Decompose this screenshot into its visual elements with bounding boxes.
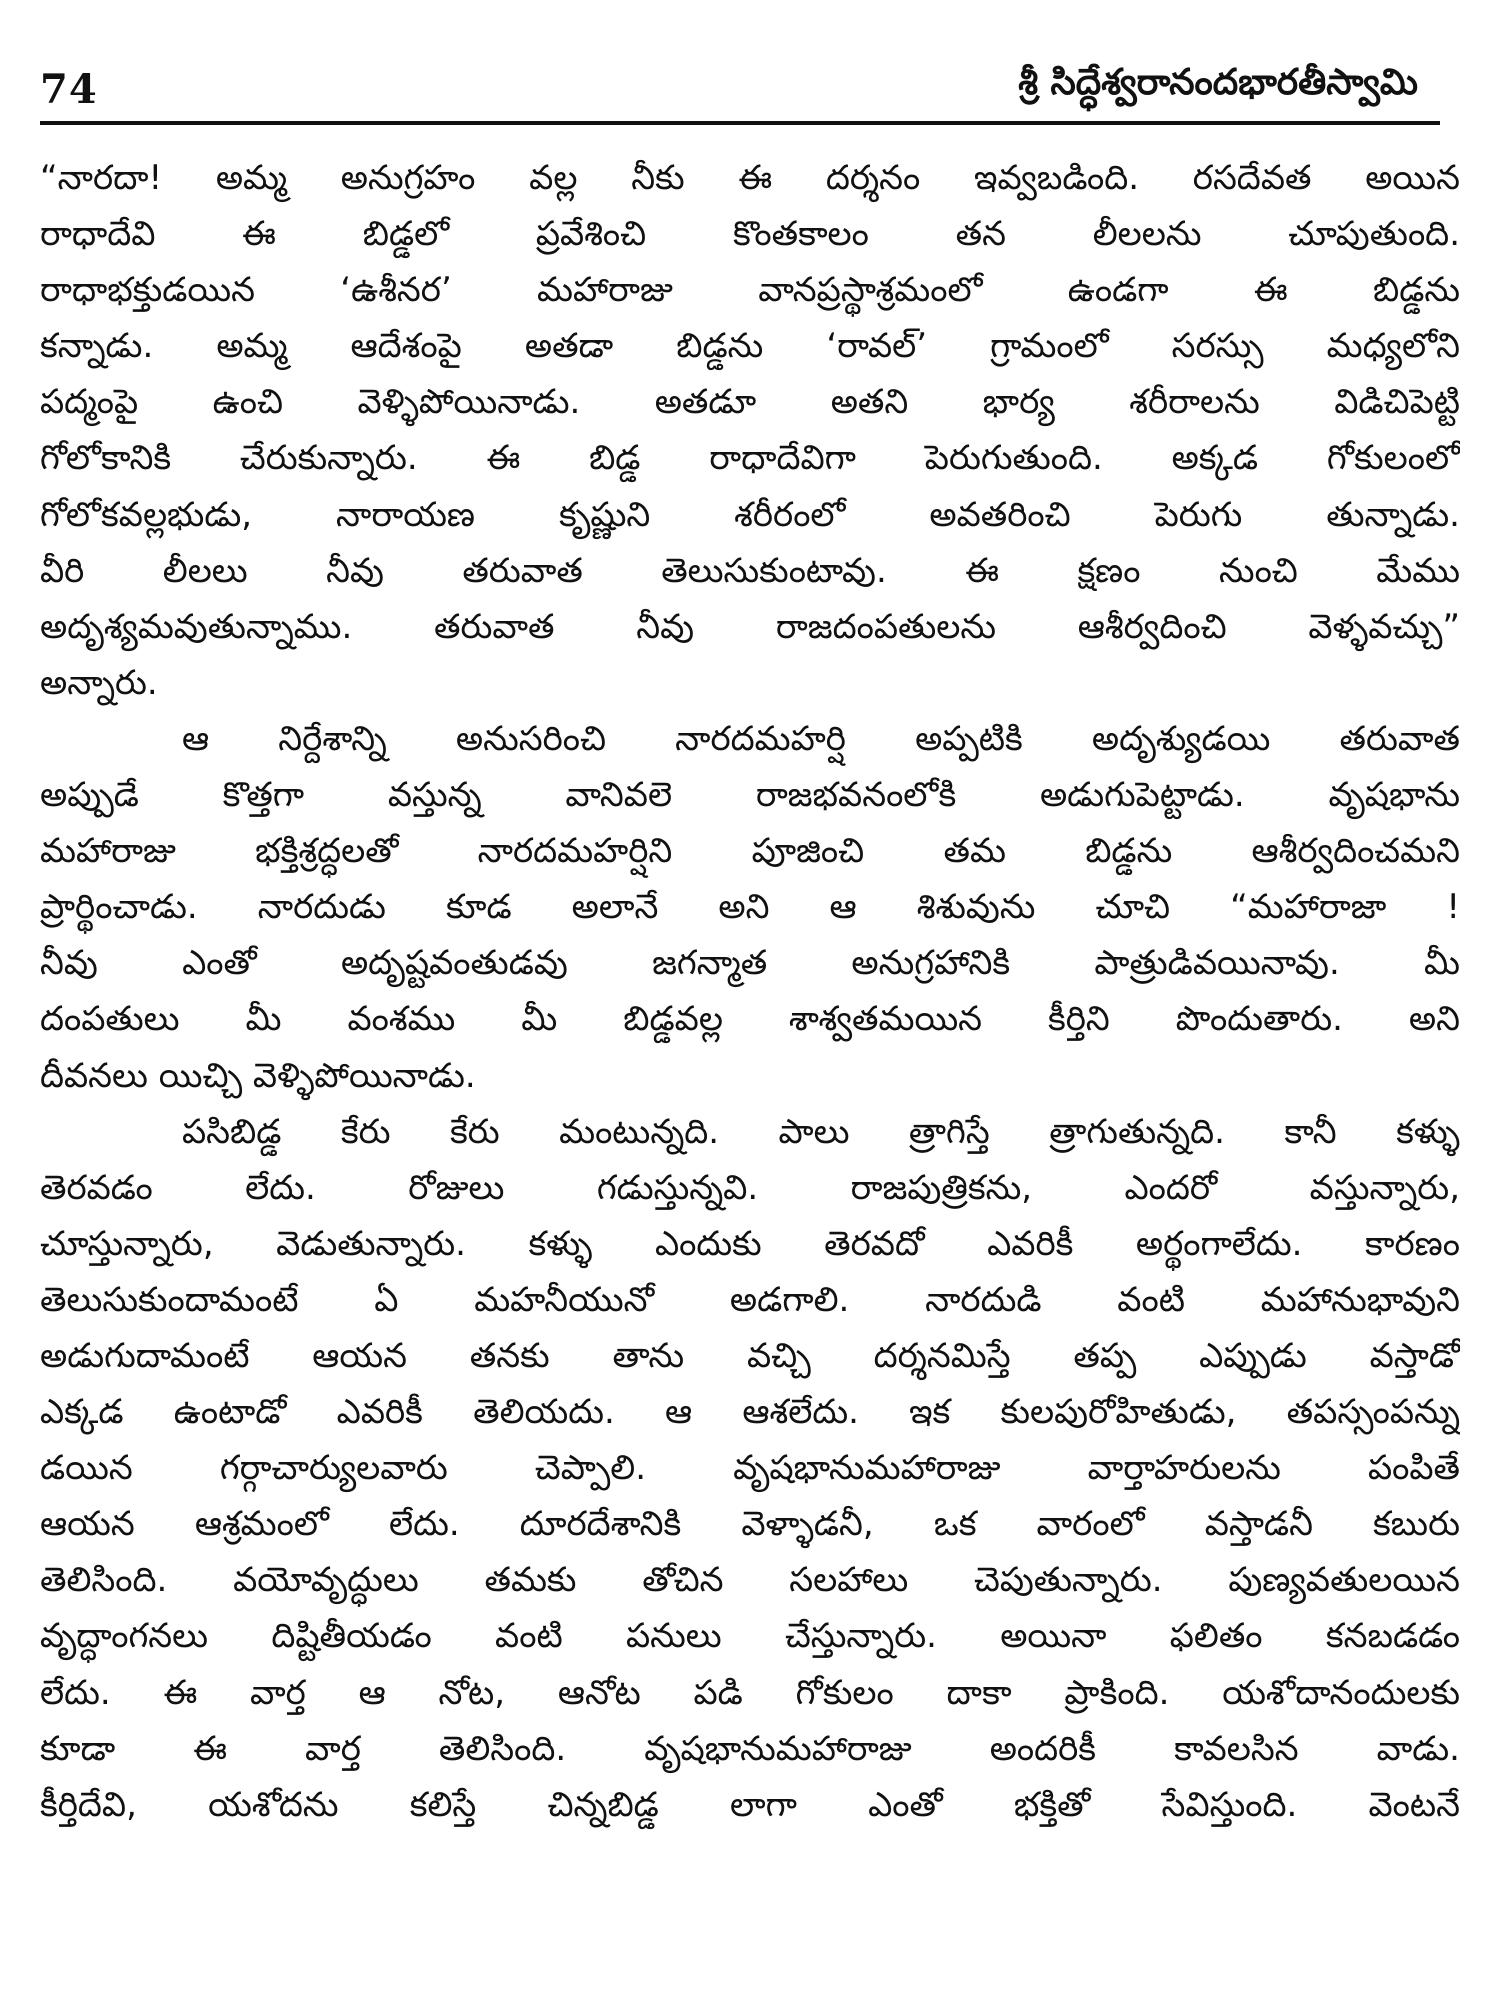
text-line: పద్మంపై ఉంచి వెళ్ళిపోయినాడు. అతడూ అతని భార్య శరీరాలను విడిచిపెట్టి: [40, 382, 1460, 423]
text-line: తెలుసుకుందామంటే ఏ మహనీయునో అడగాలి. నారదుడి వంటి మహానుభావుని: [40, 1279, 1460, 1320]
body-text: [40, 150, 1460, 1833]
text-line: పసిబిడ్డ కేరు కేరు మంటున్నది. పాలు త్రాగిస్తే త్రాగుతున్నది. కానీ కళ్ళు: [182, 1111, 1460, 1152]
text-line: గోలోకవల్లభుడు, నారాయణ కృష్ణుని శరీరంలో అవతరించి పెరుగు తున్నాడు.: [40, 494, 1460, 535]
text-line: రాధాదేవి ఈ బిడ్డలో ప్రవేశించి కొంతకాలం తన లీలలను చూపుతుంది.: [40, 214, 1460, 255]
text-line: అదృశ్యమవుతున్నాము. తరువాత నీవు రాజదంపతులను ఆశీర్వదించి వెళ్ళవచ్చు”: [40, 606, 1460, 647]
page-header: [40, 58, 1440, 120]
text-line: నీవు ఎంతో అదృష్టవంతుడవు జగన్మాత అనుగ్రహానికి పాత్రుడివయినావు. మీ: [40, 943, 1460, 984]
text-line: అప్పుడే కొత్తగా వస్తున్న వానివలె రాజభవనంలోకి అడుగుపెట్టాడు. వృషభాను: [40, 775, 1460, 816]
text-line: కన్నాడు. అమ్మ ఆదేశంపై అతడా బిడ్డను ‘రావల్’ గ్రామంలో సరస్సు మధ్యలోని: [40, 326, 1460, 367]
text-line: ఆ నిర్దేశాన్ని అనుసరించి నారదమహర్షి అప్పటికి అదృశ్యుడయి తరువాత: [182, 718, 1460, 759]
text-line: రాధాభక్తుడయిన ‘ఉశీనర’ మహారాజు వానప్రస్థాశ్రమంలో ఉండగా ఈ బిడ్డను: [40, 270, 1460, 311]
text-line: దీవనలు యిచ్చి వెళ్ళిపోయినాడు.: [40, 1055, 476, 1096]
text-line: చూస్తున్నారు, వెడుతున్నారు. కళ్ళు ఎందుకు తెరవదో ఎవరికీ అర్థంగాలేదు. కారణం: [40, 1223, 1460, 1264]
text-line: కూడా ఈ వార్త తెలిసింది. వృషభానుమహారాజు అందరికీ కావలసిన వాడు.: [40, 1728, 1460, 1769]
text-line: “నారదా! అమ్మ అనుగ్రహం వల్ల నీకు ఈ దర్శనం ఇవ్వబడింది. రసదేవత అయిన: [40, 158, 1460, 198]
page-number: 74: [40, 66, 98, 113]
text-line: అన్నారు.: [40, 662, 158, 703]
text-line: కీర్తిదేవి, యశోదను కలిస్తే చిన్నబిడ్డ లాగా ఎంతో భక్తితో సేవిస్తుంది. వెంటనే: [40, 1784, 1460, 1825]
header-divider: [40, 121, 1440, 125]
text-line: లేదు. ఈ వార్త ఆ నోట, ఆనోట పడి గోకులం దాకా ప్రాకింది. యశోదానందులకు: [40, 1672, 1460, 1713]
text-line: ప్రార్థించాడు. నారదుడు కూడ అలానే అని ఆ శిశువును చూచి “మహారాజా !: [40, 887, 1460, 928]
text-line: వృద్ధాంగనలు దిష్టితీయడం వంటి పనులు చేస్తున్నారు. అయినా ఫలితం కనబడడం: [40, 1616, 1460, 1657]
text-line: మహారాజు భక్తిశ్రద్ధలతో నారదమహర్షిని పూజించి తమ బిడ్డను ఆశీర్వదించమని: [40, 831, 1460, 872]
text-line: ఆయన ఆశ్రమంలో లేదు. దూరదేశానికి వెళ్ళాడనీ, ఒక వారంలో వస్తాడనీ కబురు: [40, 1504, 1460, 1545]
text-line: డయిన గర్గాచార్యులవారు చెప్పాలి. వృషభానుమహారాజు వార్తాహరులను పంపితే: [40, 1448, 1460, 1489]
text-line: అడుగుదామంటే ఆయన తనకు తాను వచ్చి దర్శనమిస్తే తప్ప ఎప్పుడు వస్తాడో: [40, 1335, 1460, 1376]
text-line: తెరవడం లేదు. రోజులు గడుస్తున్నవి. రాజపుత్రికను, ఎందరో వస్తున్నారు,: [40, 1167, 1460, 1208]
paragraph-1: [40, 150, 1460, 711]
text-line: తెలిసింది. వయోవృద్ధులు తమకు తోచిన సలహాలు చెపుతున్నారు. పుణ్యవతులయిన: [40, 1560, 1460, 1601]
running-title: శ్రీ సిద్ధేశ్వరానందభారతీస్వామి: [1018, 62, 1418, 103]
text-line: ఎక్కడ ఉంటాడో ఎవరికీ తెలియదు. ఆ ఆశలేదు. ఇక కులపురోహితుడు, తపస్సంపన్ను: [40, 1392, 1460, 1433]
paragraph-3: [40, 1104, 1460, 1833]
paragraph-2: [40, 711, 1460, 1104]
text-line: వీరి లీలలు నీవు తరువాత తెలుసుకుంటావు. ఈ క్షణం నుంచి మేము: [40, 550, 1460, 591]
text-line: గోలోకానికి చేరుకున్నారు. ఈ బిడ్డ రాధాదేవిగా పెరుగుతుంది. అక్కడ గోకులంలో: [40, 438, 1460, 479]
text-line: దంపతులు మీ వంశము మీ బిడ్డవల్ల శాశ్వతమయిన కీర్తిని పొందుతారు. అని: [40, 999, 1460, 1040]
